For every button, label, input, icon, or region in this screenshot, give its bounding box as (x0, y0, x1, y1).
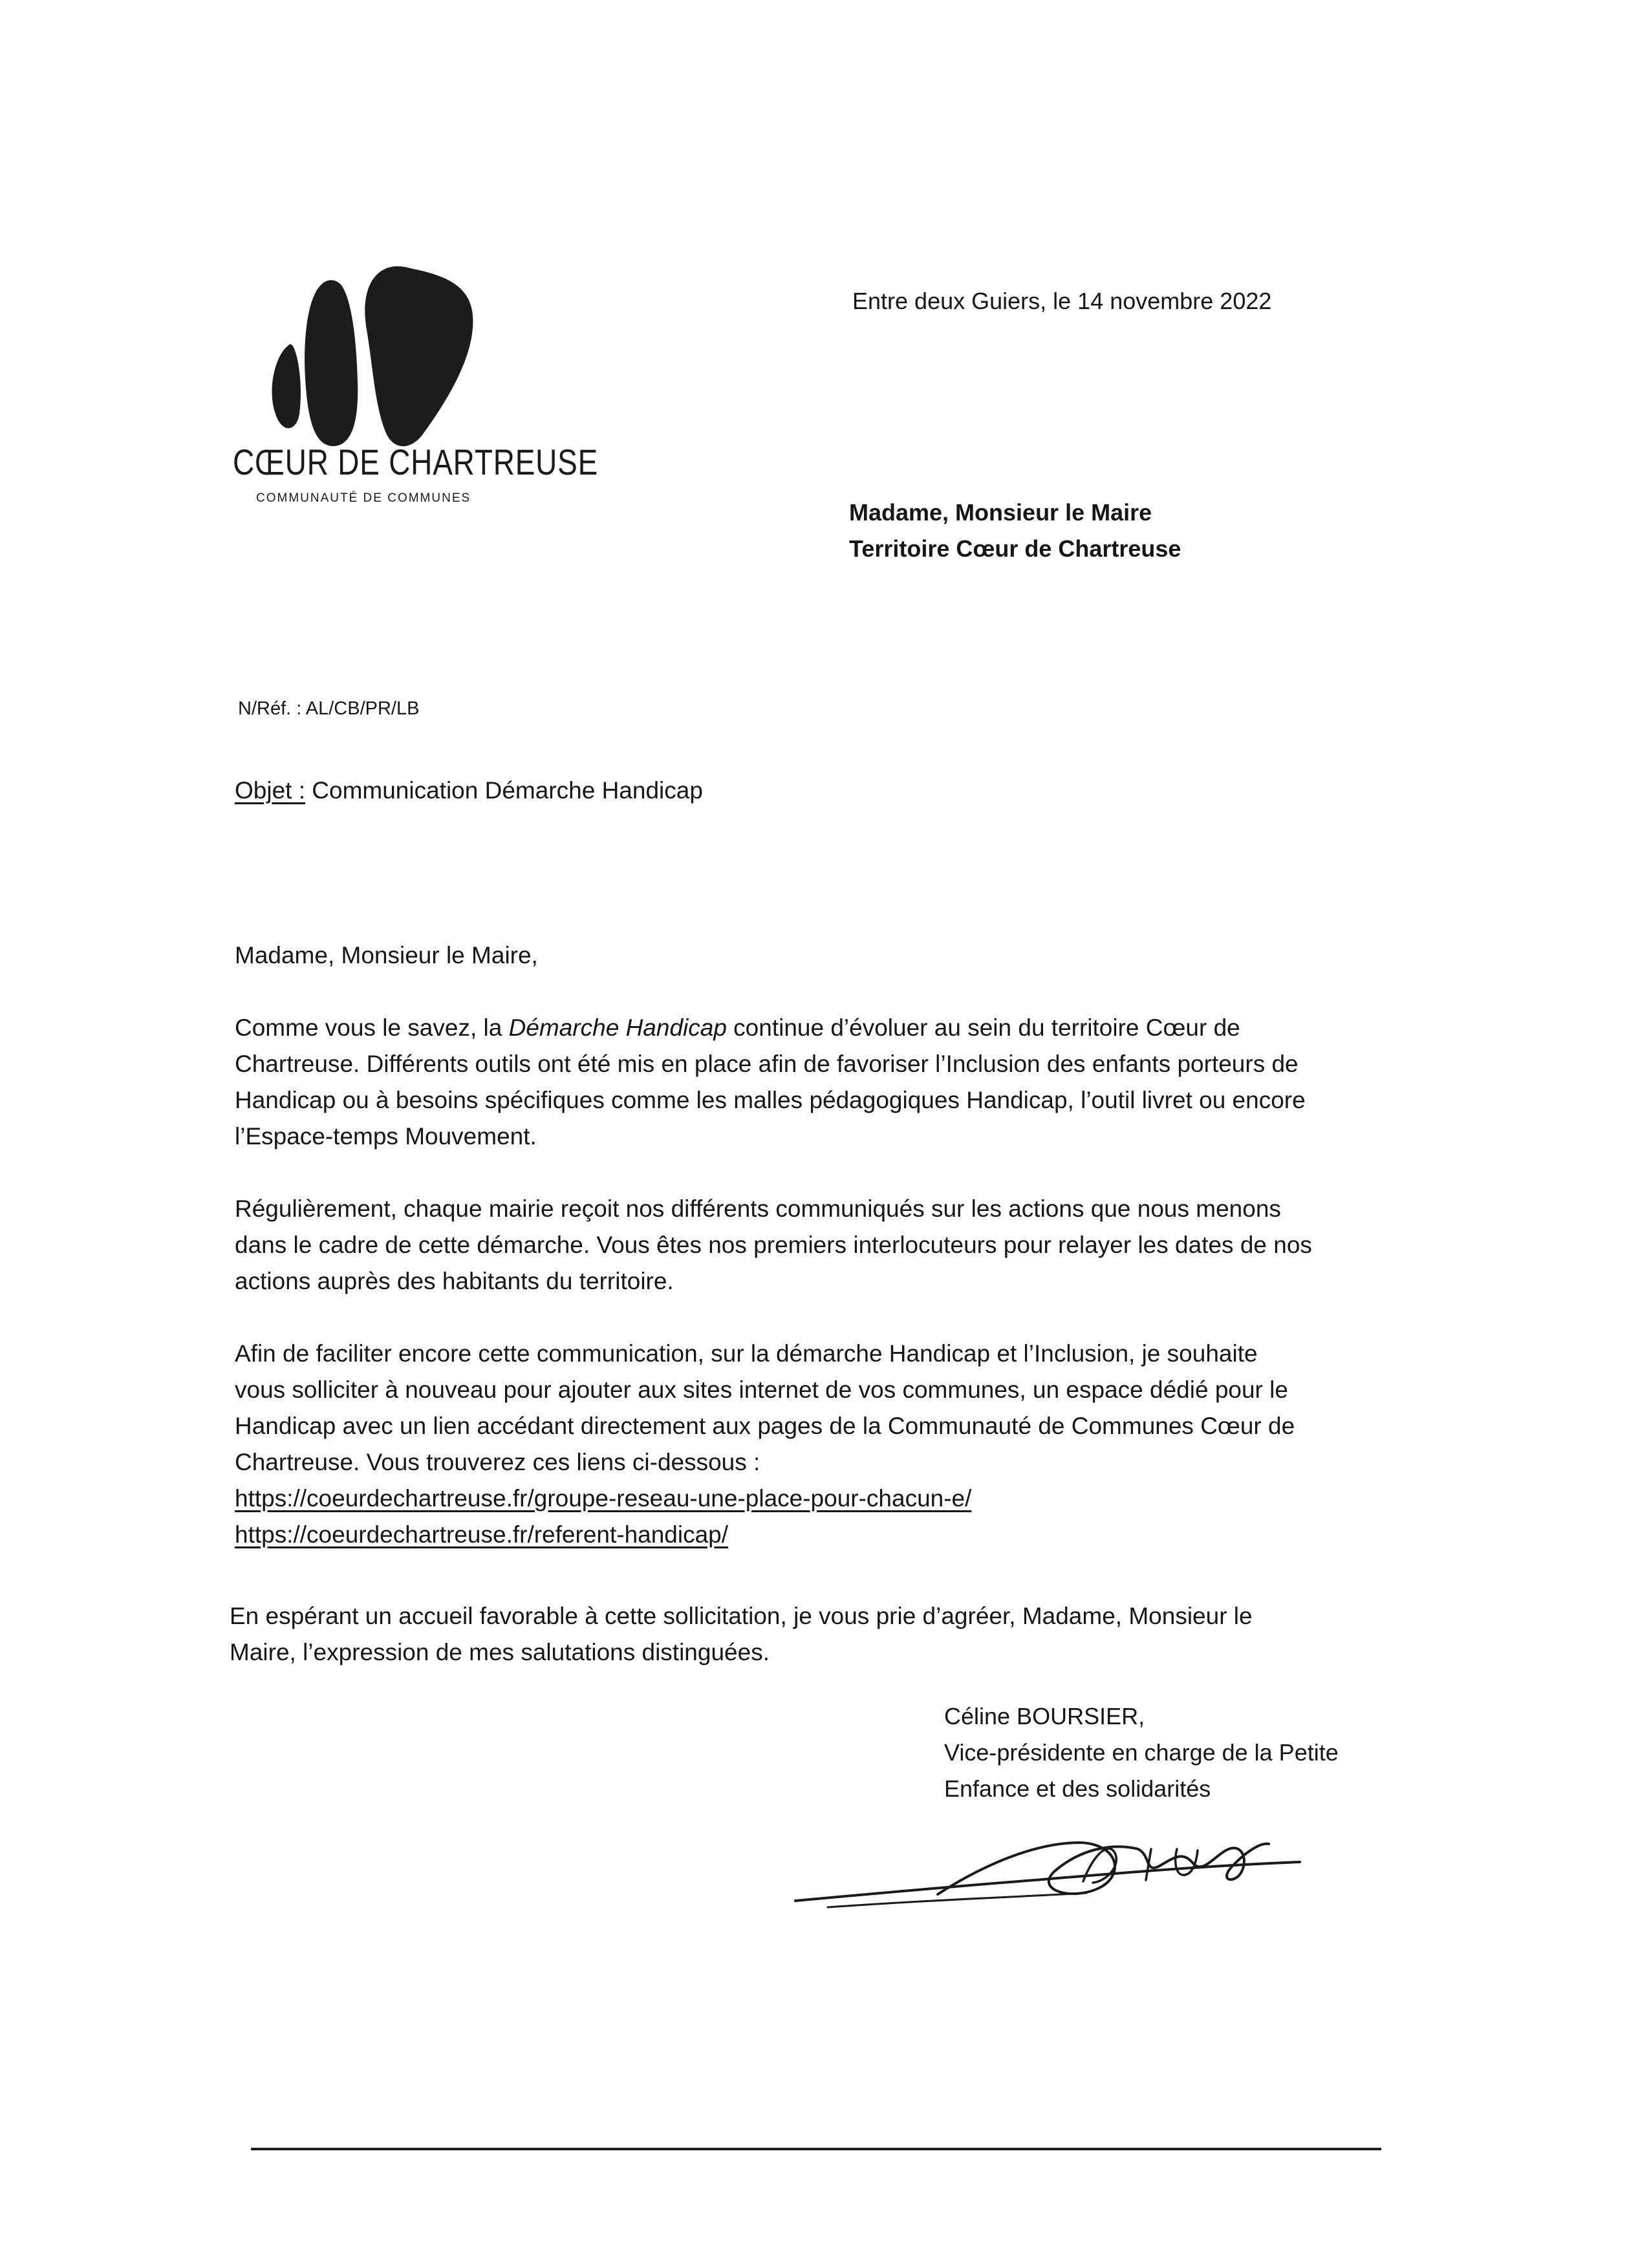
closing-paragraph (230, 1598, 1253, 1671)
signature (789, 1804, 1306, 1933)
signer-title-line-1: Vice-présidente en charge de la Petite (944, 1739, 1339, 1766)
paragraph-1-line-1 (235, 1010, 1399, 1046)
footer-rule (251, 2148, 1381, 2150)
organization-subtitle: COMMUNAUTÉ DE COMMUNES (256, 491, 471, 505)
subject-label: Objet : (235, 777, 305, 804)
logo-shape-large (365, 266, 473, 446)
paragraph-3 (235, 1336, 1399, 1553)
paragraph-3-line-4: Chartreuse. Vous trouverez ces liens ci-dessous : (235, 1449, 760, 1475)
paragraph-3-line-2: vous solliciter à nouveau pour ajouter aux sites internet de vos communes, un espace dédié pour le (235, 1376, 1288, 1403)
logo-icon (262, 259, 485, 453)
logo-shape-small (272, 344, 301, 428)
signer-name: Céline BOURSIER, (944, 1703, 1145, 1729)
signer-block (944, 1698, 1339, 1807)
paragraph-1-line-2: Chartreuse. Différents outils ont été mis en place afin de favoriser l’Inclusion des enfants porteurs de (235, 1051, 1299, 1077)
link-referent-handicap[interactable]: https://coeurdechartreuse.fr/referent-handicap/ (235, 1521, 729, 1548)
subject-line (235, 777, 703, 804)
paragraph-1-line-1-start: Comme vous le savez, la (235, 1014, 509, 1041)
logo-shape-medium (305, 280, 358, 446)
paragraph-3-line-1: Afin de faciliter encore cette communication, sur la démarche Handicap et l’Inclusion, je souhaite (235, 1340, 1258, 1367)
closing-line-2: Maire, l’expression de mes salutations distinguées. (230, 1639, 770, 1665)
subject-text: Communication Démarche Handicap (312, 777, 703, 804)
paragraph-1-line-4: l’Espace-temps Mouvement. (235, 1123, 537, 1150)
closing-line-1: En espérant un accueil favorable à cette sollicitation, je vous prie d’agréer, Madame, Monsieur le (230, 1603, 1253, 1629)
dateline: Entre deux Guiers, le 14 novembre 2022 (852, 288, 1272, 314)
paragraph-1-line-1-end: continue d’évoluer au sein du territoire Cœur de (726, 1014, 1240, 1041)
recipient-block (849, 495, 1181, 567)
signer-title-line-2: Enfance et des solidarités (944, 1775, 1211, 1802)
emphasis-demarche-handicap: Démarche Handicap (508, 1014, 727, 1041)
link-groupe-reseau[interactable]: https://coeurdechartreuse.fr/groupe-reseau-une-place-pour-chacun-e/ (235, 1485, 972, 1512)
paragraph-2-line-2: dans le cadre de cette démarche. Vous êtes nos premiers interlocuteurs pour relayer les dates de nos (235, 1232, 1312, 1258)
salutation: Madame, Monsieur le Maire, (235, 942, 538, 968)
paragraph-1-line-3: Handicap ou à besoins spécifiques comme les malles pédagogiques Handicap, l’outil livret ou encore (235, 1087, 1306, 1113)
reference-code: N/Réf. : AL/CB/PR/LB (238, 698, 420, 719)
paragraph-1 (235, 1010, 1399, 1155)
organization-name: CŒUR DE CHARTREUSE (233, 442, 599, 482)
paragraph-2 (235, 1191, 1399, 1300)
recipient-line-1: Madame, Monsieur le Maire (849, 499, 1152, 526)
recipient-line-2: Territoire Cœur de Chartreuse (849, 535, 1181, 562)
letter-body (235, 937, 1399, 1589)
paragraph-2-line-1: Régulièrement, chaque mairie reçoit nos différents communiqués sur les actions que nous menons (235, 1195, 1281, 1222)
paragraph-2-line-3: actions auprès des habitants du territoire. (235, 1268, 674, 1294)
signature-stroke-letters (1083, 1848, 1198, 1883)
paragraph-3-line-3: Handicap avec un lien accédant directement aux pages de la Communauté de Communes Cœur de (235, 1413, 1295, 1439)
